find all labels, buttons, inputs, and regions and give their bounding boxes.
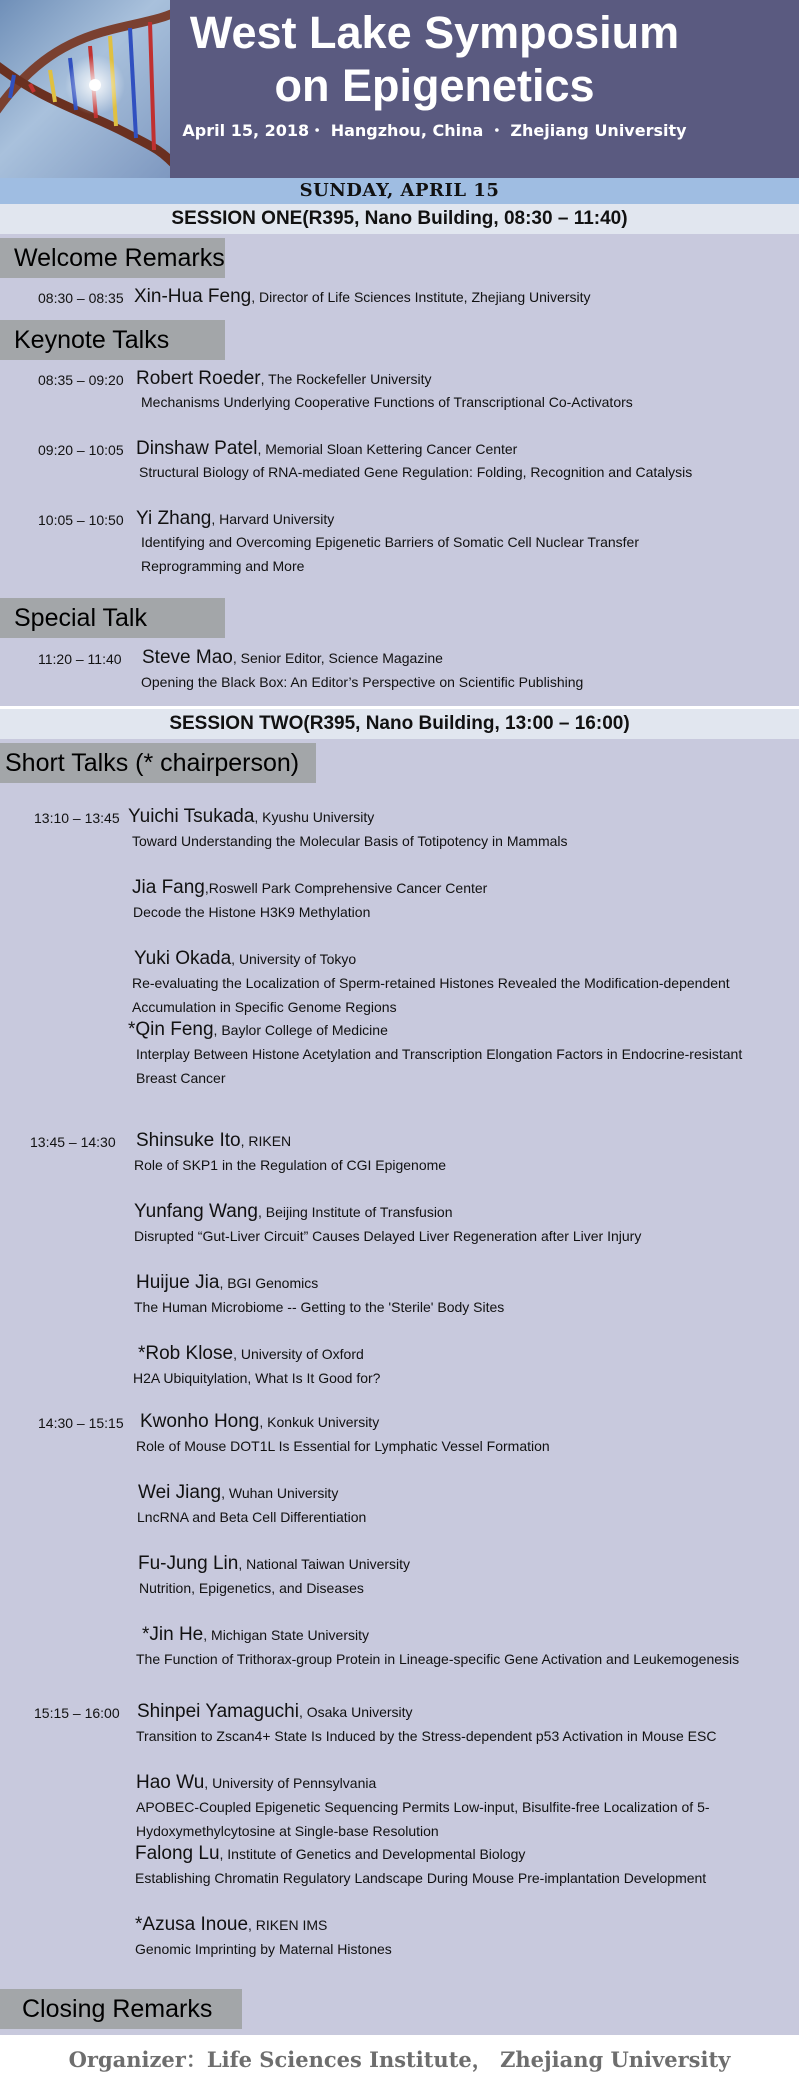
session-one-heading: SESSION ONE(R395, Nano Building, 08:30 – 11:40) <box>0 204 799 234</box>
short-talks-label: Short Talks (* chairperson) <box>0 743 316 783</box>
special-talk-label: Special Talk <box>0 598 225 638</box>
speaker-name: Yunfang Wang <box>134 1201 258 1222</box>
session-one-panel <box>0 234 799 706</box>
talk-title: Identifying and Overcoming Epigenetic Barriers of Somatic Cell Nuclear Transfer Reprogramming and More <box>141 534 639 574</box>
speaker-name: Hao Wu <box>136 1772 205 1793</box>
keynote-talks-label: Keynote Talks <box>0 320 225 360</box>
talk-title: Genomic Imprinting by Maternal Histones <box>135 1941 392 1957</box>
speaker-affiliation: , University of Tokyo <box>231 951 357 967</box>
speaker-affiliation: ,Roswell Park Comprehensive Cancer Center <box>204 880 488 896</box>
speaker-name: *Rob Klose <box>138 1343 234 1364</box>
speaker-name: Jia Fang <box>132 877 205 898</box>
talk-title: Re-evaluating the Localization of Sperm-retained Histones Revealed the Modification-dependent Accumulation in Specific Genome Regions <box>132 975 730 1015</box>
speaker-name: Shinsuke Ito <box>136 1130 241 1151</box>
speaker-affiliation: , Michigan State University <box>203 1627 369 1643</box>
speaker-affiliation: , Baylor College of Medicine <box>213 1022 388 1038</box>
short-talk-speaker <box>136 1272 318 1294</box>
talk-title: Role of Mouse DOT1L Is Essential for Lymphatic Vessel Formation <box>136 1438 550 1454</box>
page-title: West Lake Symposium on Epigenetics <box>189 7 680 111</box>
talk-title: Role of SKP1 in the Regulation of CGI Epigenome <box>134 1157 447 1173</box>
speaker-affiliation: , BGI Genomics <box>219 1275 319 1291</box>
short-talk-speaker <box>138 1343 364 1365</box>
speaker-name: Fu-Jung Lin <box>138 1553 239 1574</box>
speaker-affiliation: , University of Pennsylvania <box>204 1775 377 1791</box>
short-talk-speaker <box>132 877 487 899</box>
talk-title: Disrupted “Gut-Liver Circuit” Causes Delayed Liver Regeneration after Liver Injury <box>134 1228 642 1244</box>
speaker-name: *Jin He <box>142 1624 204 1645</box>
speaker-affiliation: , National Taiwan University <box>238 1556 411 1572</box>
speaker-affiliation: , Konkuk University <box>259 1414 380 1430</box>
speaker-name: Xin-Hua Feng <box>134 286 252 307</box>
talk-title: Establishing Chromatin Regulatory Landscape During Mouse Pre-implantation Development <box>135 1870 707 1886</box>
speaker-affiliation: , Harvard University <box>211 511 335 527</box>
talk-title: Nutrition, Epigenetics, and Diseases <box>139 1580 364 1596</box>
header-banner <box>0 0 799 178</box>
speaker-affiliation: , Osaka University <box>298 1704 413 1720</box>
keynote-speaker <box>136 368 432 390</box>
special-speaker <box>142 647 443 669</box>
speaker-name: *Qin Feng <box>128 1019 214 1040</box>
talk-title: Toward Understanding the Molecular Basis of Totipotency in Mammals <box>132 833 568 849</box>
speaker-affiliation: , Director of Life Sciences Institute, Zhejiang University <box>251 289 591 305</box>
short-talk-speaker <box>128 806 374 828</box>
speaker-name: *Azusa Inoue <box>135 1914 249 1935</box>
session-two-heading: SESSION TWO(R395, Nano Building, 13:00 – 16:00) <box>0 709 799 739</box>
speaker-affiliation: , Memorial Sloan Kettering Cancer Center <box>257 441 518 457</box>
speaker-affiliation: , Beijing Institute of Transfusion <box>257 1204 453 1220</box>
short-talk-speaker <box>135 1843 525 1865</box>
speaker-affiliation: , RIKEN IMS <box>248 1917 328 1933</box>
speaker-affiliation: , Kyushu University <box>254 809 375 825</box>
speaker-name: Robert Roeder <box>136 368 261 389</box>
talk-title: Interplay Between Histone Acetylation and Transcription Elongation Factors in Endocrine-resistant Breast Cancer <box>136 1046 743 1086</box>
talk-time: 10:05 – 10:50 <box>38 512 124 528</box>
talk-title: LncRNA and Beta Cell Differentiation <box>137 1509 367 1525</box>
short-talk-speaker <box>138 1482 338 1504</box>
speaker-affiliation: , Senior Editor, Science Magazine <box>232 650 443 666</box>
day-heading: SUNDAY, APRIL 15 <box>0 178 799 204</box>
talk-time: 15:15 – 16:00 <box>34 1705 120 1721</box>
talk-title: Structural Biology of RNA-mediated Gene Regulation: Folding, Recognition and Catalysis <box>139 464 693 480</box>
talk-title: The Function of Trithorax-group Protein in Lineage-specific Gene Activation and Leukemogenesis <box>136 1651 740 1667</box>
session-two-panel <box>0 739 799 2035</box>
speaker-name: Steve Mao <box>142 647 233 668</box>
talk-time: 14:30 – 15:15 <box>38 1415 124 1431</box>
speaker-name: Dinshaw Patel <box>136 438 258 459</box>
speaker-affiliation: , RIKEN <box>240 1133 292 1149</box>
short-talk-speaker <box>135 1914 327 1936</box>
speaker-name: Yuki Okada <box>134 948 232 969</box>
short-talk-speaker <box>142 1624 369 1646</box>
speaker-name: Shinpei Yamaguchi <box>137 1701 299 1722</box>
short-talk-speaker <box>140 1411 379 1433</box>
speaker-name: Wei Jiang <box>138 1482 222 1503</box>
talk-time: 09:20 – 10:05 <box>38 442 124 458</box>
keynote-speaker <box>136 508 334 530</box>
organizer-footer: Organizer：Life Sciences Institute， Zhejiang University <box>0 2035 799 2088</box>
talk-time: 13:45 – 14:30 <box>30 1134 116 1150</box>
talk-title: Mechanisms Underlying Cooperative Functions of Transcriptional Co-Activators <box>141 394 633 410</box>
event-subtitle: April 15, 2018・ Hangzhou, China ・ Zhejiang University <box>182 121 687 140</box>
talk-time: 11:20 – 11:40 <box>38 651 122 667</box>
short-talk-speaker <box>134 1201 453 1223</box>
welcome-remarks-label: Welcome Remarks <box>0 238 225 278</box>
dna-helix-image <box>0 0 170 178</box>
talk-title: Transition to Zscan4+ State Is Induced by the Stress-dependent p53 Activation in Mouse ESC <box>136 1728 717 1744</box>
short-talk-speaker <box>134 948 356 970</box>
speaker-affiliation: , Institute of Genetics and Developmental Biology <box>219 1846 526 1862</box>
speaker-name: Falong Lu <box>135 1843 220 1864</box>
talk-title: Opening the Black Box: An Editor’s Perspective on Scientific Publishing <box>141 674 584 690</box>
welcome-speaker <box>134 286 591 308</box>
short-talk-speaker <box>138 1553 410 1575</box>
talk-title: APOBEC-Coupled Epigenetic Sequencing Permits Low-input, Bisulfite-free Localization of 5-Hydoxymethylcytosine at Single-base Resolution <box>136 1799 710 1839</box>
speaker-affiliation: , University of Oxford <box>233 1346 364 1362</box>
talk-title: H2A Ubiquitylation, What Is It Good for? <box>133 1370 381 1386</box>
keynote-speaker <box>136 438 517 460</box>
talk-time: 08:35 – 09:20 <box>38 372 124 388</box>
speaker-name: Huijue Jia <box>136 1272 220 1293</box>
speaker-affiliation: , The Rockefeller University <box>260 371 432 387</box>
talk-title: Decode the Histone H3K9 Methylation <box>133 904 371 920</box>
speaker-name: Kwonho Hong <box>140 1411 260 1432</box>
short-talk-speaker <box>137 1701 413 1723</box>
short-talk-speaker <box>136 1130 291 1152</box>
talk-time: 13:10 – 13:45 <box>34 810 120 826</box>
short-talk-speaker <box>128 1019 388 1041</box>
talk-title: The Human Microbiome -- Getting to the 'Sterile' Body Sites <box>134 1299 505 1315</box>
speaker-name: Yi Zhang <box>136 508 212 529</box>
closing-remarks-label: Closing Remarks <box>0 1989 242 2029</box>
speaker-name: Yuichi Tsukada <box>128 806 255 827</box>
short-talk-speaker <box>136 1772 376 1794</box>
welcome-time: 08:30 – 08:35 <box>38 290 124 306</box>
speaker-affiliation: , Wuhan University <box>221 1485 339 1501</box>
